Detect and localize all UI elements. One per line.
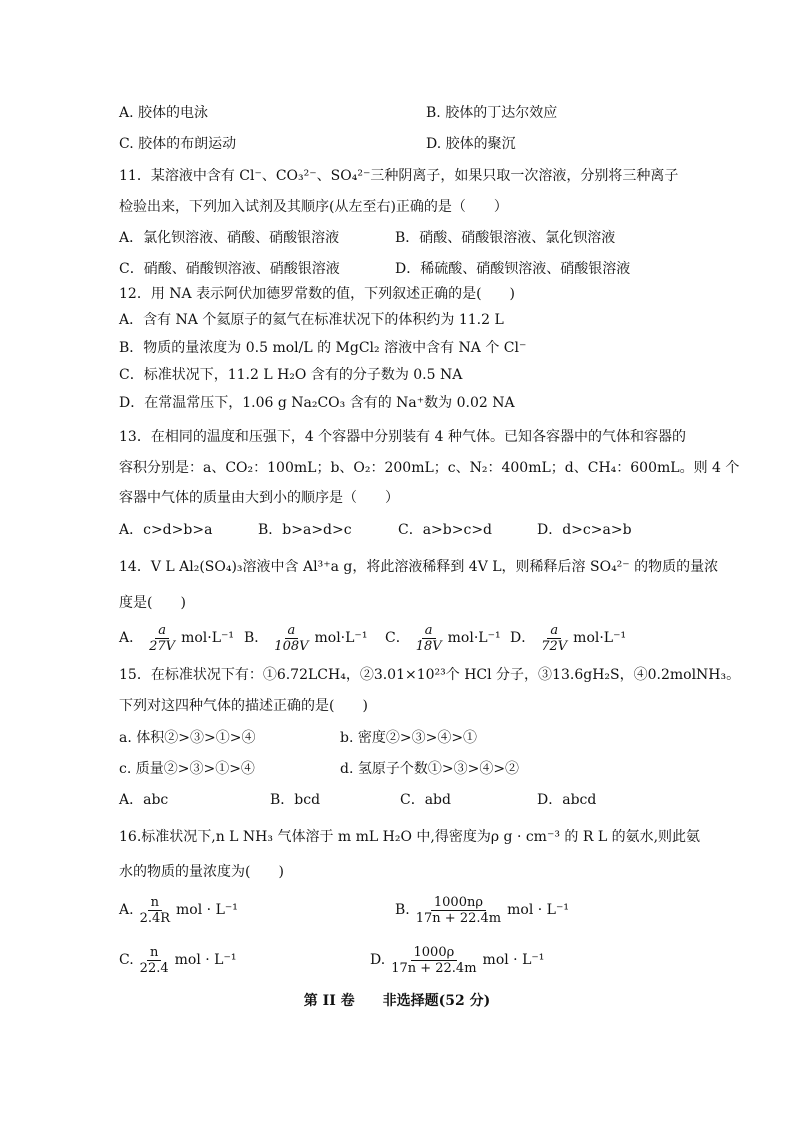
- q13-option-c: C．a>b>c>d: [398, 522, 493, 538]
- q14-option-b-denominator: 108V: [274, 638, 309, 654]
- q14-option-c-label: C．: [385, 630, 410, 646]
- q10-option-a: A. 胶体的电泳: [119, 105, 209, 121]
- q13-option-a: A．c>d>b>a: [119, 522, 213, 538]
- q16-stem-line2: 水的物质的量浓度为( ): [119, 864, 284, 880]
- q15-option-b: B．bcd: [270, 792, 321, 808]
- q14-option-c-unit: mol·L⁻¹: [447, 630, 501, 646]
- q15-option-c: C．abd: [400, 792, 451, 808]
- q16-option-a-fraction: [137, 895, 173, 926]
- q14-option-d-unit: mol·L⁻¹: [573, 630, 627, 646]
- q16-option-c-unit: mol · L⁻¹: [174, 952, 237, 968]
- q16-option-a: [119, 890, 238, 930]
- q16-option-d-numerator: 1000ρ: [411, 945, 458, 961]
- q10-option-d: D. 胶体的聚沉: [426, 136, 516, 152]
- q11-option-a: A．氯化钡溶液、硝酸、硝酸银溶液: [119, 230, 340, 246]
- q15-statement-a: a. 体积②>③>①>④: [119, 730, 256, 746]
- q14-option-d-denominator: 72V: [541, 638, 568, 654]
- q16-option-d-fraction: [388, 945, 479, 976]
- q14-option-a: [119, 620, 234, 656]
- q14-option-b-label: B．: [244, 630, 269, 646]
- q16-option-c-numerator: n: [147, 945, 161, 961]
- q15-stem-line2: 下列对这四种气体的描述正确的是( ): [119, 698, 368, 714]
- q14-option-a-unit: mol·L⁻¹: [181, 630, 234, 646]
- q16-option-b-denominator: 17n + 22.4m: [415, 910, 502, 926]
- q16-option-d: [370, 940, 544, 980]
- q13-stem-line1: 13．在相同的温度和压强下，4 个容器中分别装有 4 种气体。已知各容器中的气体和容器的: [119, 429, 686, 445]
- q16-option-c-fraction: [137, 945, 172, 976]
- q14-option-c: [385, 620, 501, 656]
- q14-option-b-numerator: a: [285, 623, 299, 639]
- q14-stem-line2: 度是( ): [119, 595, 186, 611]
- q16-option-b-fraction: [413, 895, 504, 926]
- q13-option-b: B．b>a>d>c: [258, 522, 352, 538]
- q16-option-c-label: C.: [119, 952, 134, 968]
- q14-option-d-label: D．: [510, 630, 536, 646]
- q12-option-b: B．物质的量浓度为 0.5 mol/L 的 MgCl₂ 溶液中含有 NA 个 Cl⁻: [119, 340, 527, 356]
- q15-statement-d: d. 氢原子个数①>③>④>②: [340, 761, 520, 777]
- q14-option-a-numerator: a: [155, 623, 169, 639]
- q16-option-c-denominator: 22.4: [139, 960, 169, 976]
- q14-option-a-fraction: [146, 623, 178, 654]
- q12-option-a: A．含有 NA 个氦原子的氦气在标准状况下的体积约为 11.2 L: [119, 312, 504, 328]
- q14-option-a-label: A．: [119, 630, 144, 646]
- q15-statement-b: b. 密度②>③>④>①: [340, 730, 478, 746]
- q15-option-a: A．abc: [119, 792, 169, 808]
- q16-option-a-label: A.: [119, 902, 134, 918]
- q16-option-a-denominator: 2.4R: [139, 910, 171, 926]
- q14-option-a-denominator: 27V: [149, 638, 176, 654]
- q16-option-d-unit: mol · L⁻¹: [482, 952, 545, 968]
- q15-statement-c: c. 质量②>③>①>④: [119, 761, 255, 777]
- q11-stem-line2: 检验出来，下列加入试剂及其顺序(从左至右)正确的是（ ）: [119, 199, 508, 215]
- q12-option-c: C．标准状况下，11.2 L H₂O 含有的分子数为 0.5 NA: [119, 367, 463, 383]
- q11-stem-line1: 11．某溶液中含有 Cl⁻、CO₃²⁻、SO₄²⁻三种阴离子，如果只取一次溶液，分别将三种离子: [119, 168, 679, 184]
- q15-stem-line1: 15．在标准状况下有：①6.72LCH₄，②3.01×10²³个 HCl 分子，③13.6gH₂S，④0.2molNH₃。: [119, 667, 741, 683]
- q16-option-d-label: D.: [370, 952, 386, 968]
- q16-option-b-unit: mol · L⁻¹: [507, 902, 569, 918]
- q14-stem-line1: 14．V L Al₂(SO₄)₃溶液中含 Al³⁺a g，将此溶液稀释到 4V L，则稀释后溶 SO₄²⁻ 的物质的量浓: [119, 559, 719, 575]
- q14-option-d: [510, 620, 626, 656]
- q14-option-c-denominator: 18V: [415, 638, 442, 654]
- q14-option-c-fraction: [413, 623, 445, 654]
- q16-option-b-label: B.: [395, 902, 410, 918]
- q12-option-d: D．在常温常压下，1.06 g Na₂CO₃ 含有的 Na⁺数为 0.02 NA: [119, 395, 515, 411]
- q13-stem-line2: 容积分别是：a、CO₂：100mL；b、O₂：200mL；c、N₂：400mL；d、CH₄：600mL。则 4 个: [119, 460, 740, 476]
- q11-option-d: D．稀硫酸、硝酸钡溶液、硝酸银溶液: [395, 261, 631, 277]
- q14-option-b-unit: mol·L⁻¹: [314, 630, 368, 646]
- q10-option-c: C. 胶体的布朗运动: [119, 136, 237, 152]
- section-heading: 第 II 卷 非选择题(52 分): [303, 993, 491, 1009]
- q14-option-d-numerator: a: [547, 623, 561, 639]
- q16-option-a-unit: mol · L⁻¹: [176, 902, 238, 918]
- q14-option-d-fraction: [538, 623, 570, 654]
- q16-option-b: [395, 890, 569, 930]
- q16-option-b-numerator: 1000nρ: [431, 895, 486, 911]
- q10-option-b: B. 胶体的丁达尔效应: [426, 105, 558, 121]
- q12-stem: 12．用 NA 表示阿伏加德罗常数的值，下列叙述正确的是( ): [119, 286, 515, 302]
- q14-option-b-fraction: [271, 623, 311, 654]
- q11-option-b: B．硝酸、硝酸银溶液、氯化钡溶液: [395, 230, 616, 246]
- q16-option-a-numerator: n: [148, 895, 162, 911]
- q14-option-c-numerator: a: [422, 623, 436, 639]
- q11-option-c: C．硝酸、硝酸钡溶液、硝酸银溶液: [119, 261, 340, 277]
- q15-option-d: D．abcd: [537, 792, 597, 808]
- q16-option-d-denominator: 17n + 22.4m: [391, 960, 477, 976]
- q13-option-d: D．d>c>a>b: [537, 522, 632, 538]
- q16-option-c: [119, 940, 236, 980]
- q14-option-b: [244, 620, 367, 656]
- q16-stem-line1: 16.标准状况下,n L NH₃ 气体溶于 m mL H₂O 中,得密度为ρ g · cm⁻³ 的 R L 的氨水,则此氨: [119, 829, 701, 845]
- q13-stem-line3: 容器中气体的质量由大到小的顺序是（ ）: [119, 490, 399, 506]
